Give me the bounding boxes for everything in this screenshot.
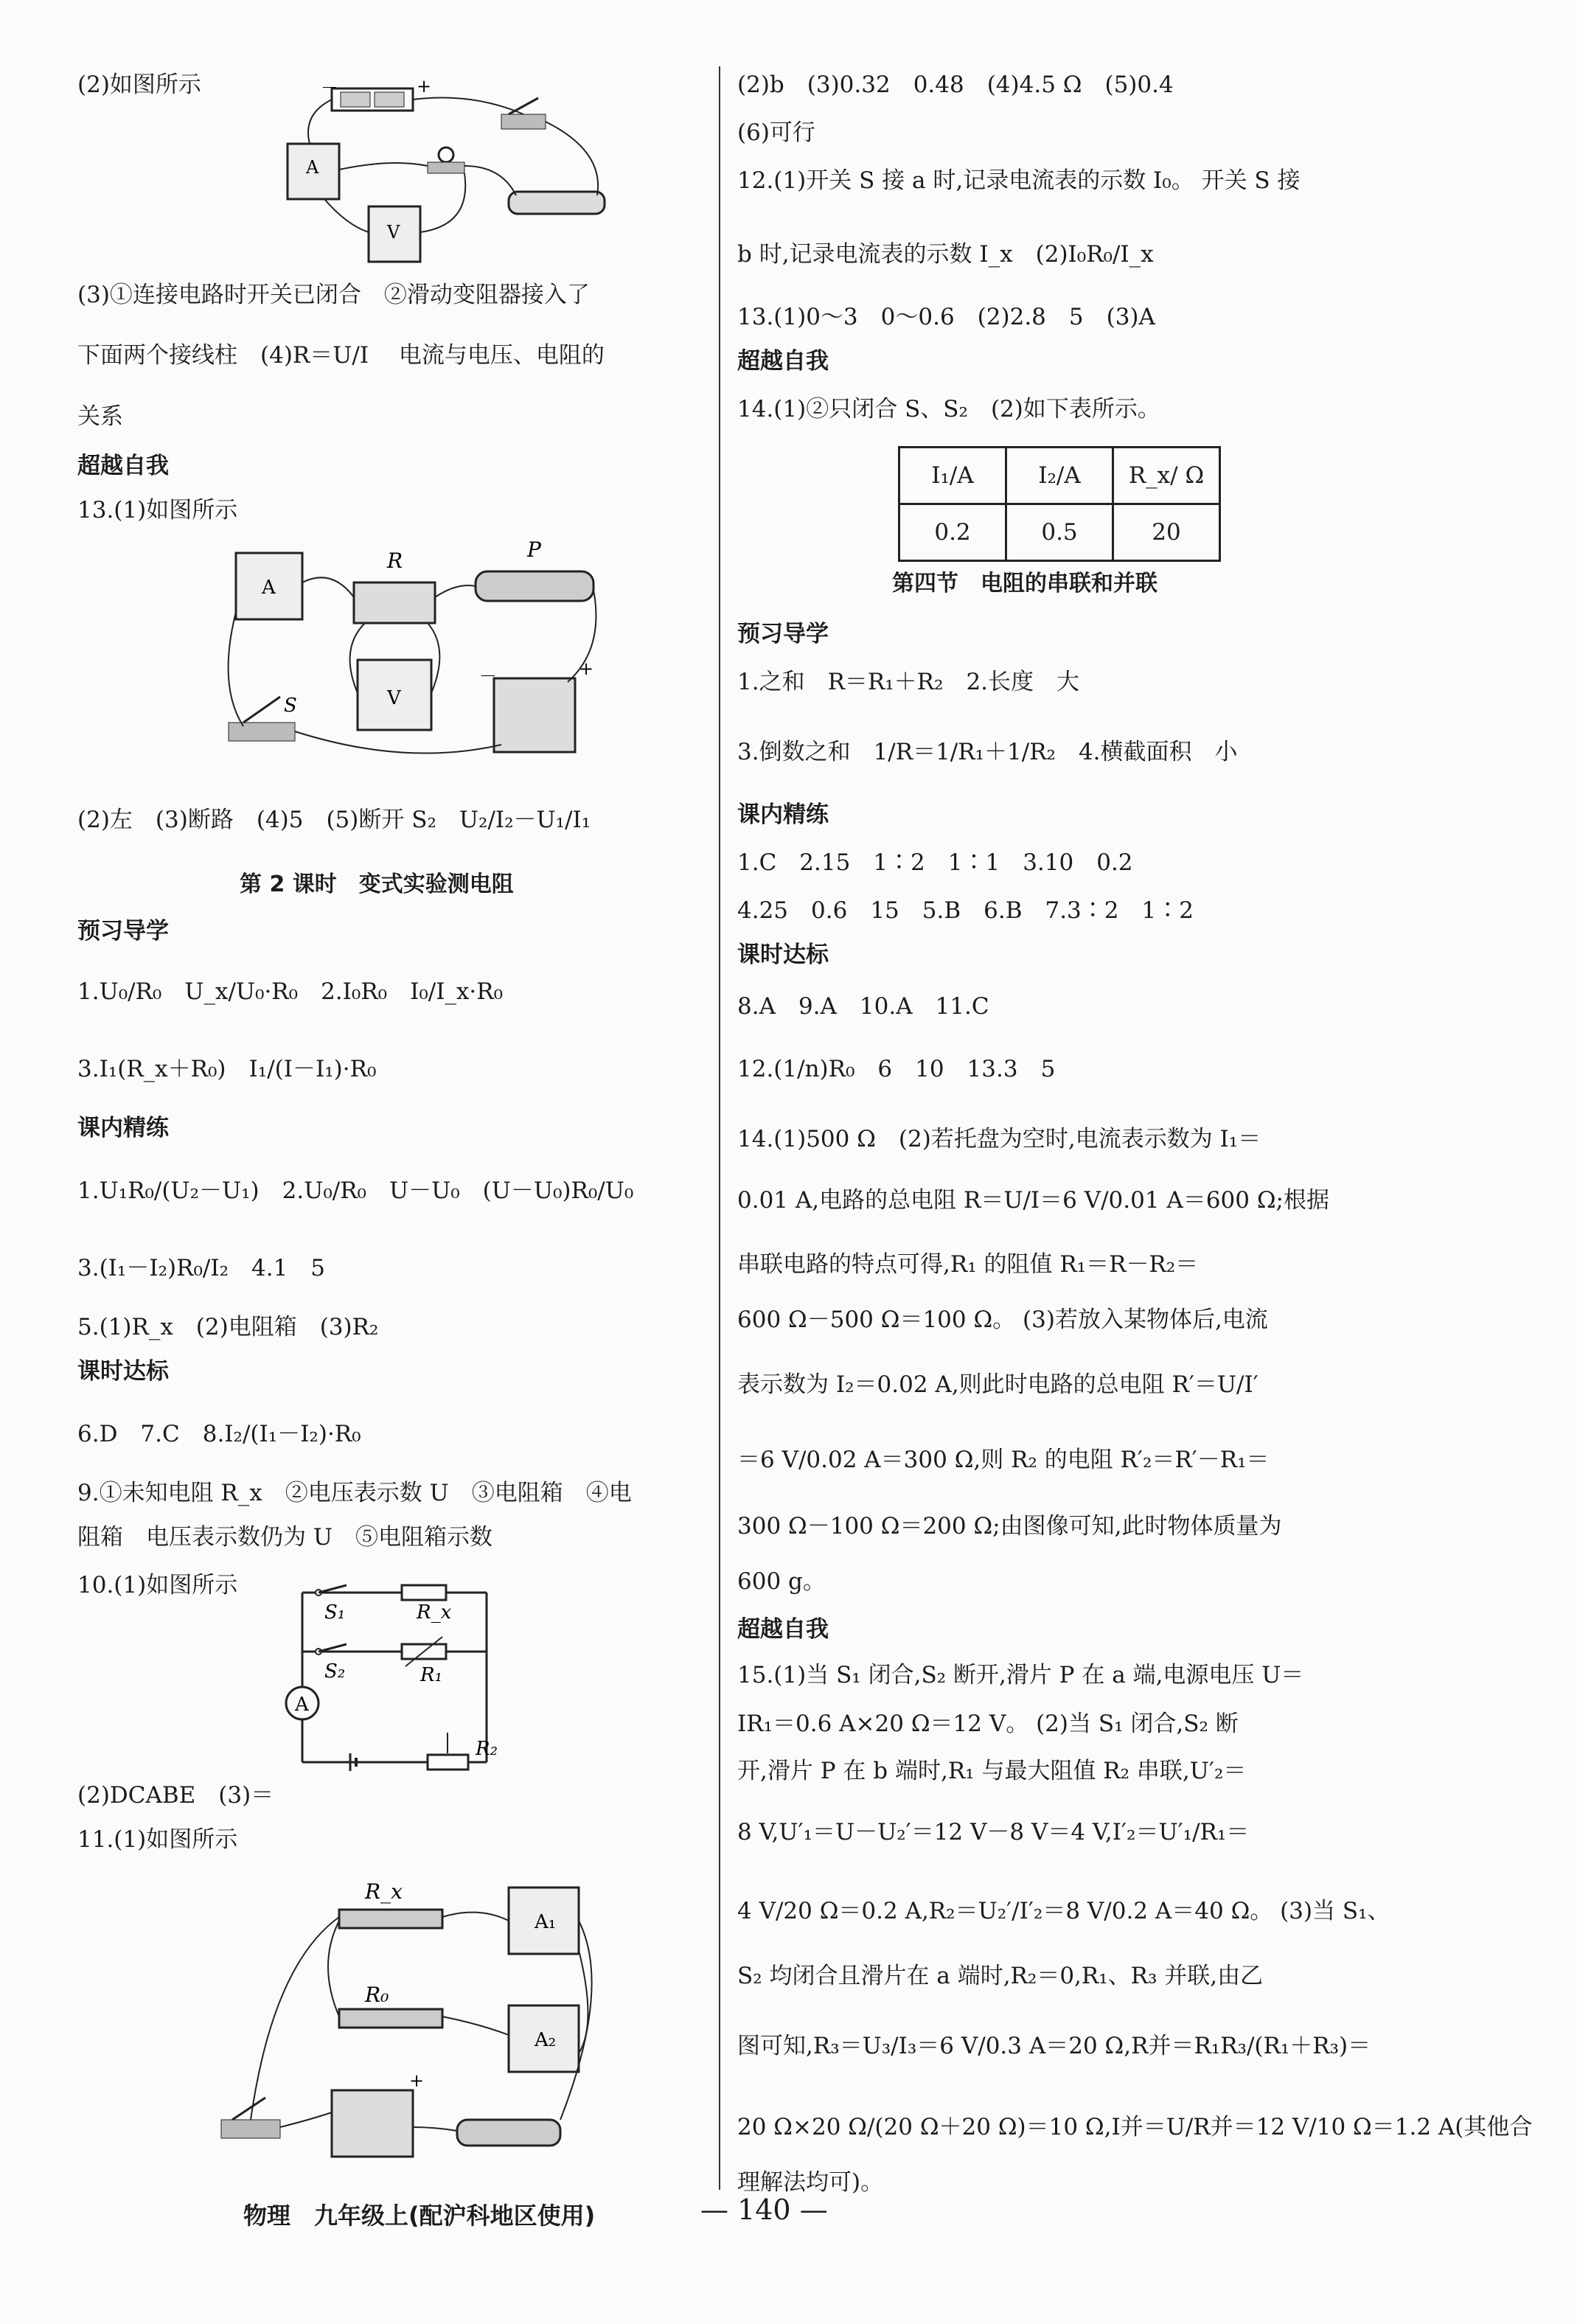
- answer-line: b 时,记录电流表的示数 I_x (2)I₀R₀/I_x: [737, 241, 1154, 268]
- answer-line: 14.(1)500 Ω (2)若托盘为空时,电流表示数为 I₁＝: [737, 1126, 1261, 1152]
- battery-plus-13: +: [579, 658, 594, 679]
- answer-line: 下面两个接线柱 (4)R＝U/I 电流与电压、电阻的: [77, 342, 605, 369]
- answer-line: (2)左 (3)断路 (4)5 (5)断开 S₂ U₂/I₂－U₁/I₁: [77, 807, 591, 833]
- answer-line: 300 Ω－100 Ω＝200 Ω;由图像可知,此时物体质量为: [737, 1513, 1282, 1540]
- answer-line: 12.(1/n)R₀ 6 10 13.3 5: [737, 1056, 1056, 1082]
- rx-label: R_x: [417, 1601, 452, 1624]
- section-heading: 预习导学: [77, 918, 169, 944]
- answer-line: 关系: [77, 403, 123, 430]
- answer-line: 15.(1)当 S₁ 闭合,S₂ 断开,滑片 P 在 a 端,电源电压 U＝: [737, 1662, 1304, 1688]
- r0-label: R₀: [365, 1983, 389, 2007]
- answer-line: 3.(I₁－I₂)R₀/I₂ 4.1 5: [77, 1255, 326, 1281]
- circuit-figure-11: [214, 1876, 627, 2171]
- circuit-figure-13: [221, 538, 605, 774]
- section-heading: 预习导学: [737, 621, 829, 647]
- section-heading: 超越自我: [77, 453, 169, 479]
- answer-line: 600 Ω－500 Ω＝100 Ω。 (3)若放入某物体后,电流: [737, 1307, 1268, 1333]
- answer-line: 表示数为 I₂＝0.02 A,则此时电路的总电阻 R′＝U/I′: [737, 1371, 1259, 1398]
- answer-line: 8.A 9.A 10.A 11.C: [737, 993, 989, 1020]
- lesson-title: 第四节 电阻的串联和并联: [892, 571, 1157, 596]
- answer-line: 1.U₀/R₀ U_x/U₀·R₀ 2.I₀R₀ I₀/I_x·R₀: [77, 978, 504, 1005]
- page-number: — 140 —: [700, 2193, 828, 2226]
- ammeter-label: A: [306, 157, 319, 178]
- answer-line: 串联电路的特点可得,R₁ 的阻值 R₁＝R－R₂＝: [737, 1251, 1199, 1278]
- circuit-figure-10: [273, 1578, 516, 1777]
- answer-line: 1.U₁R₀/(U₂－U₁) 2.U₀/R₀ U－U₀ (U－U₀)R₀/U₀: [77, 1177, 634, 1204]
- answer-line: 11.(1)如图所示: [77, 1826, 238, 1853]
- data-table: [898, 446, 1221, 562]
- rx-label-11: R_x: [365, 1879, 403, 1904]
- answer-line: 14.(1)②只闭合 S、S₂ (2)如下表所示。: [737, 396, 1160, 422]
- answer-line: 阻箱 电压表示数仍为 U ⑤电阻箱示数: [77, 1524, 492, 1551]
- section-heading: 超越自我: [737, 348, 829, 375]
- answer-line: 1.之和 R＝R₁＋R₂ 2.长度 大: [737, 669, 1080, 695]
- section-heading: 课时达标: [77, 1358, 169, 1385]
- answer-line: (6)可行: [737, 119, 815, 146]
- switch-s1-label: S₁: [324, 1601, 346, 1624]
- battery-plus-11: +: [409, 2070, 425, 2091]
- answer-line: (2)b (3)0.32 0.48 (4)4.5 Ω (5)0.4: [737, 72, 1174, 98]
- table-cell: 0.5: [1006, 504, 1113, 561]
- answer-line: 13.(1)0～3 0～0.6 (2)2.8 5 (3)A: [737, 304, 1155, 330]
- switch-s2-label: S₂: [324, 1660, 346, 1683]
- answer-line: (3)①连接电路时开关已闭合 ②滑动变阻器接入了: [77, 282, 590, 308]
- section-heading: 课内精练: [77, 1115, 169, 1141]
- column-divider: [719, 66, 720, 2190]
- table-header-cell: R_x/ Ω: [1113, 448, 1220, 504]
- answer-line: 3.I₁(R_x＋R₀) I₁/(I－I₁)·R₀: [77, 1056, 377, 1082]
- circuit-figure-12: [280, 77, 612, 269]
- r2-label: R₂: [476, 1738, 498, 1760]
- battery-plus: +: [417, 77, 432, 97]
- answer-line: 0.01 A,电路的总电阻 R＝U/I＝6 V/0.01 A＝600 Ω;根据: [737, 1187, 1329, 1214]
- voltmeter-label-13: V: [387, 687, 401, 709]
- section-heading: 课时达标: [737, 942, 829, 968]
- switch-label-13: S: [284, 695, 297, 717]
- answer-line: 10.(1)如图所示: [77, 1572, 238, 1598]
- table-header-cell: I₂/A: [1006, 448, 1113, 504]
- section-heading: 课内精练: [737, 801, 829, 828]
- answer-line: 6.D 7.C 8.I₂/(I₁－I₂)·R₀: [77, 1421, 361, 1447]
- answer-line: 理解法均可)。: [737, 2169, 884, 2196]
- table-header-row: [899, 448, 1220, 504]
- table-header-cell: I₁/A: [899, 448, 1006, 504]
- lesson-title: 第 2 课时 变式实验测电阻: [240, 872, 514, 897]
- answer-line: S₂ 均闭合且滑片在 a 端时,R₂＝0,R₁、R₃ 并联,由乙: [737, 1963, 1264, 1989]
- page-footer-title: 物理 九年级上(配沪科地区使用): [243, 2202, 596, 2230]
- table-row: [899, 504, 1220, 561]
- answer-line: 1.C 2.15 1∶2 1∶1 3.10 0.2: [737, 849, 1133, 876]
- answer-line: 600 g。: [737, 1568, 826, 1595]
- ammeter-label-10: A: [295, 1694, 309, 1716]
- answer-line: 开,滑片 P 在 b 端时,R₁ 与最大阻值 R₂ 串联,U′₂＝: [737, 1758, 1247, 1784]
- ammeter-a2-label: A₂: [535, 2029, 557, 2051]
- answer-line: 13.(1)如图所示: [77, 497, 238, 523]
- answer-line: 12.(1)开关 S 接 a 时,记录电流表的示数 I₀。 开关 S 接: [737, 167, 1301, 194]
- resistor-label-13: R: [387, 549, 403, 573]
- r1-label: R₁: [420, 1664, 442, 1686]
- answer-line: 4 V/20 Ω＝0.2 A,R₂＝U₂′/I′₂＝8 V/0.2 A＝40 Ω。 (3)当 S₁、: [737, 1898, 1390, 1924]
- answer-line: 9.①未知电阻 R_x ②电压表示数 U ③电阻箱 ④电: [77, 1480, 632, 1506]
- answer-line: IR₁＝0.6 A×20 Ω＝12 V。 (2)当 S₁ 闭合,S₂ 断: [737, 1711, 1239, 1737]
- answer-line: (2)DCABE (3)＝: [77, 1782, 274, 1809]
- answer-line: 3.倒数之和 1/R＝1/R₁＋1/R₂ 4.横截面积 小: [737, 739, 1238, 765]
- table-cell: 20: [1113, 504, 1220, 561]
- battery-minus-13: －: [479, 666, 497, 686]
- table-cell: 0.2: [899, 504, 1006, 561]
- section-heading: 超越自我: [737, 1616, 829, 1643]
- answer-line: 8 V,U′₁＝U－U₂′＝12 V－8 V＝4 V,I′₂＝U′₁/R₁＝: [737, 1819, 1250, 1845]
- battery-minus: －: [321, 77, 338, 98]
- answer-line: 5.(1)R_x (2)电阻箱 (3)R₂: [77, 1314, 379, 1340]
- ammeter-a1-label: A₁: [535, 1911, 557, 1933]
- answer-line: ＝6 V/0.02 A＝300 Ω,则 R₂ 的电阻 R′₂＝R′－R₁＝: [737, 1447, 1270, 1473]
- answer-line: 图可知,R₃＝U₃/I₃＝6 V/0.3 A＝20 Ω,R并＝R₁R₃/(R₁＋R₃)＝: [737, 2033, 1371, 2059]
- voltmeter-label: V: [387, 222, 400, 243]
- answer-line: (2)如图所示: [77, 72, 201, 98]
- answer-line: 20 Ω×20 Ω/(20 Ω＋20 Ω)＝10 Ω,I并＝U/R并＝12 V/10 Ω＝1.2 A(其他合: [737, 2114, 1533, 2140]
- answer-line: 4.25 0.6 15 5.B 6.B 7.3∶2 1∶2: [737, 897, 1194, 924]
- slider-label-13: P: [527, 538, 541, 562]
- ammeter-label-13: A: [262, 577, 276, 599]
